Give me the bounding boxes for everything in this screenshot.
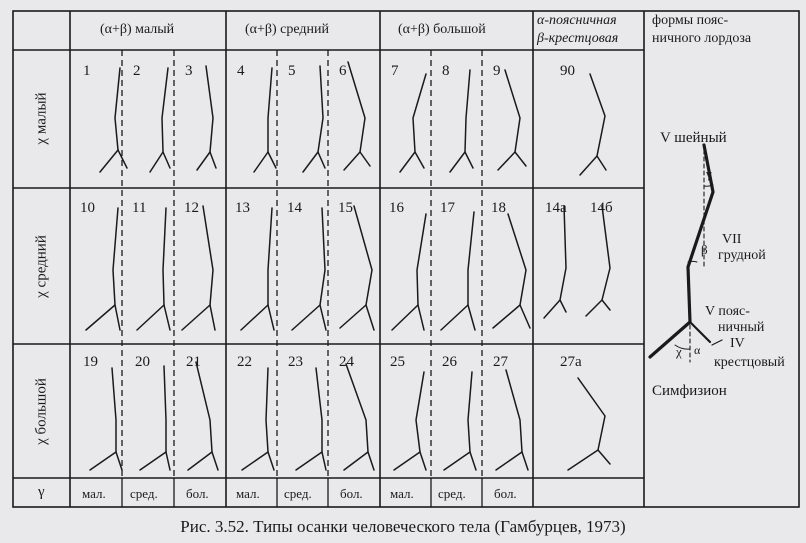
posture-figure — [392, 214, 426, 330]
cell-number: 14 — [287, 200, 302, 216]
posture-figure-leg — [597, 156, 606, 170]
row-label-chi-medium: χ средний — [33, 235, 50, 298]
posture-figure — [137, 208, 166, 330]
posture-figure — [394, 372, 424, 470]
cell-number: 20 — [135, 354, 150, 370]
cell-number: 26 — [442, 354, 457, 370]
cell-number: 8 — [442, 63, 450, 79]
posture-figure — [100, 68, 120, 172]
posture-figure-leg — [415, 152, 424, 168]
cell-number: 12 — [184, 200, 199, 216]
posture-figure-leg — [210, 305, 215, 330]
header-ab-small: (α+β) малый — [100, 22, 175, 37]
posture-figure-leg — [560, 300, 566, 312]
posture-figure — [580, 74, 605, 175]
posture-figure-leg — [520, 305, 530, 328]
cell-number: 18 — [491, 200, 506, 216]
gamma-value: мал. — [236, 486, 260, 501]
cell-number: 27 — [493, 354, 508, 370]
posture-figure-leg — [320, 305, 326, 330]
posture-figure-leg — [468, 305, 475, 330]
label-sacral: крестцовый — [714, 355, 785, 370]
posture-figure-leg — [116, 452, 122, 470]
cell-number: 7 — [391, 63, 399, 79]
posture-figure-leg — [360, 152, 370, 166]
header-forms-2: ничного лордоза — [652, 31, 752, 46]
label-v-lumbar: V пояс- — [705, 304, 750, 319]
posture-figure — [496, 370, 522, 470]
gamma-value: сред. — [438, 486, 466, 501]
posture-figure-leg — [368, 452, 374, 470]
posture-figure-leg — [515, 152, 526, 166]
cell-number: 1 — [83, 63, 91, 79]
posture-figure — [254, 68, 272, 172]
posture-figure-leg — [465, 152, 473, 168]
posture-figure-leg — [115, 305, 120, 330]
label-v-cervical: V шейный — [660, 130, 727, 146]
posture-figure — [544, 206, 566, 318]
posture-figure-leg — [322, 452, 326, 470]
label-vii: VII — [722, 232, 742, 247]
label-lumbar-2: ничный — [718, 320, 765, 335]
posture-figure-leg — [602, 300, 610, 310]
posture-figure-leg — [164, 305, 170, 330]
cell-number: 19 — [83, 354, 98, 370]
cell-number: 14а — [545, 200, 567, 216]
posture-figure-leg — [212, 452, 218, 470]
table-frame — [13, 11, 799, 507]
sacrum-line — [690, 322, 710, 342]
posture-figure — [586, 206, 610, 316]
gamma-value: мал. — [82, 486, 106, 501]
cell-number: 16 — [389, 200, 404, 216]
posture-figure — [568, 378, 605, 470]
posture-figure-leg — [268, 452, 274, 470]
cell-number: 25 — [390, 354, 405, 370]
posture-figure — [241, 208, 272, 330]
row-label-chi-large: χ большой — [33, 378, 50, 445]
cell-number: 22 — [237, 354, 252, 370]
posture-figure-leg — [470, 452, 476, 470]
posture-figure — [296, 368, 322, 470]
header-ab-large: (α+β) большой — [398, 22, 486, 37]
gamma-value: сред. — [284, 486, 312, 501]
posture-figure-leg — [268, 305, 274, 330]
cell-number: 17 — [440, 200, 455, 216]
label-symphysion: Симфизион — [652, 383, 727, 399]
posture-figure — [242, 368, 268, 470]
posture-figure-leg — [166, 452, 170, 470]
cell-number: 90 — [560, 63, 575, 79]
cell-number: 11 — [132, 200, 147, 216]
gamma-symbol: γ — [38, 484, 45, 500]
label-gamma-angle: γ — [706, 166, 712, 181]
posture-figure — [344, 364, 368, 470]
cell-number: 6 — [339, 63, 347, 79]
cell-number: 27а — [560, 354, 582, 370]
gamma-value: бол. — [340, 486, 363, 501]
cell-number: 10 — [80, 200, 95, 216]
header-alpha-lumbar: α-поясничная — [537, 13, 617, 28]
label-alpha-angle: α — [694, 343, 701, 357]
posture-figure — [86, 208, 118, 330]
posture-figure — [90, 368, 116, 470]
posture-figure — [441, 212, 474, 330]
cell-number: 15 — [338, 200, 353, 216]
posture-figure-leg — [420, 452, 426, 470]
cell-number: 13 — [235, 200, 250, 216]
posture-figure — [182, 206, 213, 330]
gamma-value: сред. — [130, 486, 158, 501]
row-label-chi-small: χ малый — [33, 92, 50, 145]
label-iv: IV — [730, 336, 745, 351]
posture-figure — [140, 366, 166, 470]
header-beta-sacral: β-крестцовая — [537, 31, 619, 46]
cell-number: 21 — [186, 354, 201, 370]
posture-figure — [188, 362, 212, 470]
posture-figure — [493, 214, 526, 328]
posture-figure-leg — [163, 152, 170, 168]
posture-figure-leg — [522, 452, 528, 470]
cell-number: 2 — [133, 63, 141, 79]
cell-number: 4 — [237, 63, 245, 79]
figure-caption: Рис. 3.52. Типы осанки человеческого тела (Гамбурцев, 1973) — [180, 517, 626, 536]
cell-number: 14б — [590, 200, 613, 216]
posture-figure — [444, 372, 472, 470]
gamma-value: бол. — [494, 486, 517, 501]
cell-number: 24 — [339, 354, 354, 370]
posture-figure-leg — [210, 152, 216, 168]
cell-number: 23 — [288, 354, 303, 370]
label-beta-angle: β — [701, 242, 708, 257]
cell-number: 9 — [493, 63, 501, 79]
posture-figure-leg — [366, 305, 374, 330]
gamma-value: мал. — [390, 486, 414, 501]
header-forms: формы пояс- — [652, 13, 729, 28]
posture-figure-leg — [418, 305, 424, 330]
gamma-value: бол. — [186, 486, 209, 501]
header-ab-medium: (α+β) средний — [245, 22, 330, 37]
posture-figure-leg — [268, 152, 276, 168]
cell-number: 5 — [288, 63, 296, 79]
posture-figure — [400, 74, 426, 172]
cell-number: 3 — [185, 63, 193, 79]
label-thoracic: грудной — [718, 248, 766, 263]
posture-figure-leg — [598, 450, 610, 464]
label-chi-angle: χ — [676, 344, 682, 359]
posture-figure-leg — [318, 152, 325, 168]
posture-figure — [292, 208, 325, 330]
